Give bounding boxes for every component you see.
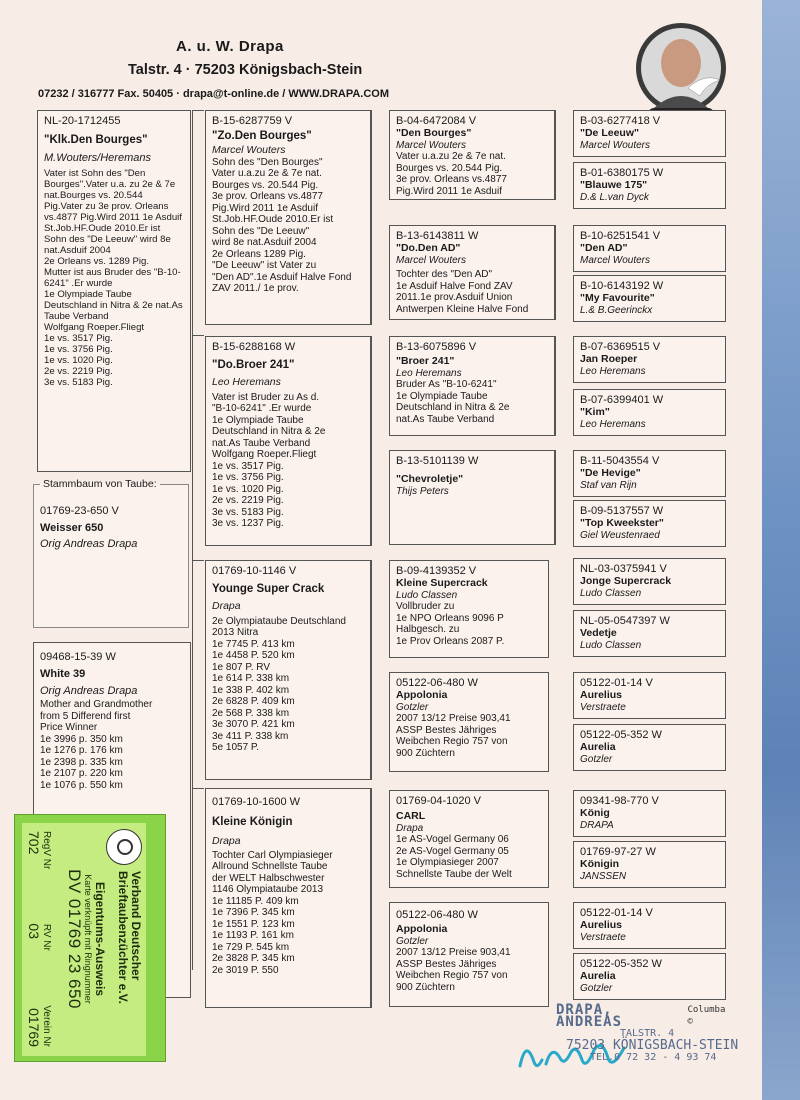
ring-number: NL-20-1712455	[44, 115, 121, 127]
card-verein: 01769	[26, 1008, 42, 1047]
pigeon-name: Kleine Supercrack	[396, 577, 488, 589]
connector	[555, 450, 556, 545]
ring-number: 01769-04-1020 V	[396, 795, 482, 807]
ring-number: B-01-6380175 W	[580, 167, 664, 179]
breeder: DRAPA	[580, 819, 614, 831]
card-regv-label: RegV Nr	[41, 831, 52, 870]
pigeon-name: Appolonia	[396, 689, 448, 701]
gen4-box	[573, 558, 726, 605]
breeder: Thijs Peters	[396, 485, 449, 497]
breeder: Gotzler	[396, 701, 429, 713]
main-pigeon-box	[37, 110, 191, 472]
card-rv-label: RV Nr	[41, 923, 52, 951]
breeder: Drapa	[212, 835, 241, 847]
gen4-box	[573, 225, 726, 272]
ownership-card-inner	[22, 823, 146, 1056]
ring-number: B-10-6251541 V	[580, 230, 661, 242]
stamp-line2: TALSTR. 4	[620, 1028, 675, 1039]
ring-number: 05122-05-352 W	[580, 958, 662, 970]
ring-number: B-07-6399401 W	[580, 394, 664, 406]
breeder-stamp	[556, 1004, 738, 1064]
breeder: Leo Heremans	[212, 376, 281, 388]
ring-number: 05122-01-14 V	[580, 907, 653, 919]
pigeon-name: Weisser 650	[40, 522, 104, 534]
ring-number: 05122-06-480 W	[396, 909, 478, 921]
pigeon-name: "Do.Broer 241"	[212, 359, 295, 371]
breeder: Verstraete	[580, 701, 626, 713]
breeder: Marcel Wouters	[580, 254, 651, 266]
card-verein-label: Verein Nr	[41, 1005, 52, 1047]
pigeon-name: Jonge Supercrack	[580, 575, 672, 587]
card-title: Eigentums-Ausweis	[93, 881, 107, 997]
connector	[192, 110, 204, 111]
ring-number: NL-03-0375941 V	[580, 563, 667, 575]
breeder: Ludo Classen	[580, 587, 642, 599]
pigeon-name: "Blauwe 175"	[580, 179, 648, 191]
pigeon-name: "Den AD"	[580, 242, 628, 254]
pigeon-name: "Broer 241"	[396, 355, 455, 367]
card-ring: DV 01769 23 650	[65, 869, 84, 1009]
ring-number: B-03-6277418 V	[580, 115, 661, 127]
breeder: Orig Andreas Drapa	[40, 684, 138, 697]
connector	[192, 788, 204, 789]
gen3-box	[389, 450, 555, 545]
card-rv: 03	[26, 923, 42, 939]
pigeon-name: "De Hevige"	[580, 467, 641, 479]
gen4-box	[573, 902, 726, 949]
ring-number: 05122-05-352 W	[580, 729, 662, 741]
stamp-line3: 75203 KÖNIGSBACH-STEIN	[566, 1038, 739, 1053]
ring-number: 01769-10-1600 W	[212, 796, 301, 808]
pigeon-name: Aurelia	[580, 970, 616, 982]
ring-number: B-04-6472084 V	[396, 115, 477, 127]
gen4-box	[573, 790, 726, 837]
gen4-box	[573, 389, 726, 436]
gen3-box	[389, 790, 549, 888]
ring-number: B-15-6287759 V	[212, 115, 293, 127]
description: 2007 13/12 Preise 903,41 ASSP Bestes Jähriges Weibchen Regio 757 von 900 Züchtern	[396, 947, 511, 993]
breeder: Marcel Wouters	[212, 144, 286, 156]
description: Sohn des "Den Bourges" Vater u.a.zu 2e & 7e nat. Bourges vs. 20.544 Pig. 3e prov. Orleans vs.4877 Pig.Wird 2011 1e Asduif St.Job.HF.Oude 2010.Er ist Sohn des "De Leeuw" wird 8e nat.Asduif 2004 2e Orleans 1289 Pig. "De Leeuw" ist Vater zu "Den AD".1e Asduif Halve Fond ZAV 2011./ 1e prov.	[212, 156, 352, 294]
gen3-box	[389, 110, 555, 200]
gen4-box	[573, 500, 726, 547]
connector	[555, 225, 556, 320]
gen4-box	[573, 953, 726, 1000]
breeder: Gotzler	[580, 982, 613, 994]
pigeon-name: "Klk.Den Bourges"	[44, 134, 148, 146]
card-org-line1: Verband Deutscher	[129, 871, 143, 981]
ring-number: B-13-6143811 W	[396, 230, 479, 242]
ring-number: B-10-6143192 W	[580, 280, 664, 292]
breeder: Ludo Classen	[580, 639, 642, 651]
pigeon-name: "Do.Den AD"	[396, 242, 461, 254]
gen3-box	[389, 560, 549, 658]
ring-number: 09341-98-770 V	[580, 795, 659, 807]
description: 2007 13/12 Preise 903,41 ASSP Bestes Jähriges Weibchen Regio 757 von 900 Züchtern	[396, 713, 511, 759]
description: Mother and Grandmother from 5 Differend first Price Winner 1e 3996 p. 350 km 1e 1276 p. 176 km 1e 2398 p. 335 km 1e 2107 p. 220 km 1e 1076 p. 550 km	[40, 699, 153, 791]
pigeon-name: CARL	[396, 810, 426, 822]
pigeon-name: Vedetje	[580, 627, 617, 639]
breeder: Orig Andreas Drapa	[40, 538, 138, 550]
ring-number: NL-05-0547397 W	[580, 615, 670, 627]
connector	[371, 110, 372, 325]
pigeon-name: "Zo.Den Bourges"	[212, 130, 312, 142]
card-subtitle: Karte verknüpft mit Ringnummer	[83, 874, 93, 1004]
pigeon-name: "Kim"	[580, 406, 610, 418]
pigeon-name: Kleine Königin	[212, 816, 293, 828]
breeder: Leo Heremans	[580, 418, 646, 430]
ring-number: 01769-23-650 V	[40, 505, 119, 517]
gen4-box	[573, 275, 726, 322]
stamp-columba: Columba ©	[687, 1005, 726, 1027]
stammbaum-legend: Stammbaum von Taube:	[43, 478, 157, 490]
connector	[555, 110, 556, 200]
ring-number: B-07-6369515 V	[580, 341, 661, 353]
gen4-box	[573, 336, 726, 383]
ring-number: 09468-15-39 W	[40, 651, 116, 663]
pigeon-name: Königin	[580, 858, 620, 870]
connector	[192, 560, 204, 561]
gen4-box	[573, 724, 726, 771]
pigeon-name: "Den Bourges"	[396, 127, 472, 139]
breeder: Drapa	[396, 822, 424, 834]
connector	[555, 336, 556, 436]
connector	[371, 788, 372, 1008]
pigeon-name: "Chevroletje"	[396, 473, 464, 485]
breeder: Marcel Wouters	[396, 254, 467, 266]
connector	[371, 560, 372, 780]
stamp-line4: TEL.0 72 32 - 4 93 74	[590, 1052, 717, 1063]
gen4-box	[573, 450, 726, 497]
pigeon-name: Appolonia	[396, 923, 448, 935]
gen4-box	[573, 162, 726, 209]
pigeon-name: König	[580, 807, 610, 819]
gen4-box	[573, 610, 726, 657]
description: Vollbruder zu 1e NPO Orleans 9096 P Halbgesch. zu 1e Prov Orleans 2087 P.	[396, 601, 505, 647]
ownership-card-content	[22, 823, 146, 1056]
pigeon-name: Younge Super Crack	[212, 583, 325, 595]
breeder: Gotzler	[580, 753, 613, 765]
breeder: Ludo Classen	[396, 589, 458, 601]
pigeon-name: Aurelia	[580, 741, 616, 753]
description: Vater ist Bruder zu As d. "B-10-6241" .Er wurde 1e Olympiade Taube Deutschland in Nitra & 2e nat.As Taube Verband Wolfgang Roeper.Fliegt 1e vs. 3517 Pig. 1e vs. 3756 Pig. 1e vs. 1020 Pig. 2e vs. 2219 Pig. 3e vs. 5183 Pig. 3e vs. 1237 Pig.	[212, 391, 326, 529]
gen3-box	[389, 672, 549, 772]
gen4-box	[573, 672, 726, 719]
breeder: D.& L.van Dyck	[580, 191, 649, 203]
page-title: A. u. W. Drapa	[176, 38, 284, 55]
pigeon-name: Aurelius	[580, 689, 623, 701]
gen4-box	[573, 110, 726, 157]
description: Tochter Carl Olympiasieger Allround Schnellste Taube der WELT Halbschwester 1146 Olympiataube 2013 1e 11185 P. 409 km 1e 7396 P. 345 km 1e 1551 P. 123 km 1e 1193 P. 161 km 1e 729 P. 545 km 2e 3828 P. 345 km 2e 3019 P. 550	[212, 849, 333, 976]
breeder: Staf van Rijn	[580, 479, 637, 491]
description: Vater u.a.zu 2e & 7e nat. Bourges vs. 20.544 Pig. 3e prov. Orleans vs.4877 Pig.Wird 2011 1e Asduif	[396, 151, 507, 197]
pigeon-name: "De Leeuw"	[580, 127, 639, 139]
breeder: Leo Heremans	[580, 365, 646, 377]
association-logo	[106, 829, 142, 865]
pigeon-name: White 39	[40, 668, 86, 680]
card-org-line2: Brieftaubenzüchter e.V.	[116, 871, 130, 1004]
description: 2e Olympiataube Deutschland 2013 Nitra 1e 7745 P. 413 km 1e 4458 P. 520 km 1e 807 P. RV 1e 614 P. 338 km 1e 338 P. 402 km 2e 6828 P. 409 km 2e 568 P. 338 km 3e 3070 P. 421 km 3e 411 P. 338 km 5e 1057 P.	[212, 615, 346, 753]
breeder: Marcel Wouters	[396, 139, 467, 151]
background-strip	[762, 0, 800, 1100]
ownership-card	[14, 814, 166, 1062]
gen4-box	[573, 841, 726, 888]
connector	[192, 335, 204, 336]
breeder: M.Wouters/Heremans	[44, 152, 151, 164]
description: Bruder As "B-10-6241" 1e Olympiade Taube Deutschland in Nitra & 2e nat.As Taube Verband	[396, 379, 510, 425]
ring-number: B-09-5137557 W	[580, 505, 664, 517]
pigeon-name: Jan Roeper	[580, 353, 638, 365]
pigeon-name: Aurelius	[580, 919, 623, 931]
pigeon-name: "Top Kweekster"	[580, 517, 664, 529]
ring-number: B-09-4139352 V	[396, 565, 477, 577]
gen3-box	[389, 336, 555, 436]
gen2-box	[205, 560, 371, 780]
ring-number: B-11-5043554 V	[580, 455, 660, 467]
breeder: Gotzler	[396, 935, 429, 947]
pigeon-name: "My Favourite"	[580, 292, 655, 304]
address: Talstr. 4 · 75203 Königsbach-Stein	[128, 62, 363, 78]
ring-number: 05122-01-14 V	[580, 677, 653, 689]
connector	[371, 336, 372, 546]
contact-line: 07232 / 316777 Fax. 50405 · drapa@t-online.de / WWW.DRAPA.COM	[38, 88, 390, 100]
gen2-box	[205, 788, 371, 1008]
ring-number: B-15-6288168 W	[212, 341, 296, 353]
breeder: Leo Heremans	[396, 367, 462, 379]
ring-number: 01769-10-1146 V	[212, 565, 297, 577]
ring-number: B-13-5101139 W	[396, 455, 479, 467]
breeder: Marcel Wouters	[580, 139, 651, 151]
card-regv: 702	[26, 831, 42, 855]
gen2-box	[205, 336, 371, 546]
description: Tochter des "Den AD" 1e Asduif Halve Fond ZAV 2011.1e prov.Asduif Union Antwerpen Kleine Halve Fond	[396, 269, 529, 315]
breeder: L.& B.Geerinckx	[580, 304, 653, 316]
gen2-box	[205, 110, 371, 325]
ring-number: 05122-06-480 W	[396, 677, 478, 689]
gen3-box	[389, 902, 549, 1007]
description: 1e AS-Vogel Germany 06 2e AS-Vogel Germany 05 1e Olympiasieger 2007 Schnellste Taube der Welt	[396, 834, 512, 880]
breeder: Drapa	[212, 600, 241, 612]
breeder: JANSSEN	[580, 870, 627, 882]
breeder: Giel Weustenraed	[580, 529, 660, 541]
ring-number: B-13-6075896 V	[396, 341, 477, 353]
gen3-box	[389, 225, 555, 320]
stammbaum-box	[33, 478, 189, 628]
breeder: Verstraete	[580, 931, 626, 943]
connector	[192, 110, 193, 970]
stamp-line1: DRAPA, ANDREAS	[556, 1002, 623, 1030]
description: Vater ist Sohn des "Den Bourges".Vater u.a. zu 2e & 7e nat.Bourges vs. 20.544 Pig.Vater zu 3e prov. Orleans vs.4877 Pig.Wird 2011 1e Asduif St.Job.HF.Oude 2010.Er ist Sohn des "De Leeuw" wird 8e nat.Asduif 2004 2e Orleans vs. 1289 Pig. Mutter ist aus Bruder des "B-10-6241" .Er wurde 1e Olympiade Taube Deutschland in Nitra & 2e nat.As Taube Verband Wolfgang Roeper.Fliegt 1e vs. 3517 Pig. 1e vs. 3756 Pig. 1e vs. 1020 Pig. 2e vs. 2219 Pig. 3e vs. 5183 Pig.	[44, 168, 183, 388]
ring-number: 01769-97-27 W	[580, 846, 656, 858]
